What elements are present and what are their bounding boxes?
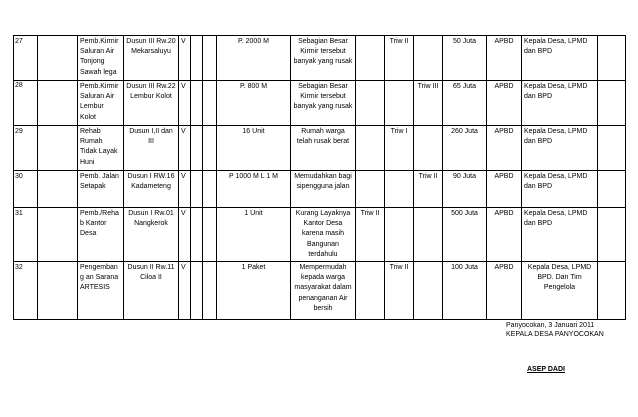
target-description: Sebagian Besar Kirmir tersebut banyak yang rusak xyxy=(291,81,356,126)
quarter-1 xyxy=(356,126,385,171)
blank-cell xyxy=(38,81,78,126)
implementer: Kepala Desa, LPMD dan BPD xyxy=(522,81,598,126)
quarter-2 xyxy=(385,81,414,126)
blank-cell xyxy=(191,81,203,126)
volume: 1 Paket xyxy=(217,262,291,320)
blank-cell xyxy=(598,36,626,81)
target-description: Kurang Layaknya Kantor Desa karena masih Bangunan terdahulu xyxy=(291,208,356,262)
quarter-2: Triw I xyxy=(385,126,414,171)
activity-name: Pemb. Jalan Setapak xyxy=(78,171,124,208)
signatory-position: KEPALA DESA PANYOCOKAN xyxy=(506,331,604,338)
quarter-2: Triw II xyxy=(385,262,414,320)
quarter-3 xyxy=(414,208,443,262)
blank-cell xyxy=(38,126,78,171)
budget: 500 Juta xyxy=(443,208,487,262)
budget: 100 Juta xyxy=(443,262,487,320)
implementer: Kepala Desa, LPMD dan BPD xyxy=(522,126,598,171)
table-row xyxy=(14,262,626,320)
target-description: Mempermudah kepada warga masyarakat dalam penanganan Air bersih xyxy=(291,262,356,320)
quarter-2 xyxy=(385,208,414,262)
table-row xyxy=(14,126,626,171)
funding-source: APBD xyxy=(487,171,522,208)
implementer: Kepala Desa, LPMD dan BPD xyxy=(522,171,598,208)
blank-cell xyxy=(191,171,203,208)
blank-cell xyxy=(598,171,626,208)
volume: P. 800 M xyxy=(217,81,291,126)
quarter-3 xyxy=(414,262,443,320)
funding-source: APBD xyxy=(487,81,522,126)
signatory-name: ASEP DADI xyxy=(527,366,565,373)
blank-cell xyxy=(203,208,217,262)
blank-cell xyxy=(598,126,626,171)
funding-source: APBD xyxy=(487,36,522,81)
budget: 50 Juta xyxy=(443,36,487,81)
activity-name: Pemb.Kirmir Saluran Air Lembur Kolot xyxy=(78,81,124,126)
blank-cell xyxy=(191,208,203,262)
blank-cell xyxy=(38,262,78,320)
row-number: 30 xyxy=(14,171,38,208)
quarter-2 xyxy=(385,171,414,208)
implementer: Kepala Desa, LPMD dan BPD xyxy=(522,36,598,81)
blank-cell xyxy=(598,262,626,320)
table-row xyxy=(14,171,626,208)
target-description: Memudahkan bagi sipengguna jalan xyxy=(291,171,356,208)
check-mark: V xyxy=(179,171,191,208)
implementer: Kepala Desa, LPMD dan BPD xyxy=(522,208,598,262)
blank-cell xyxy=(38,171,78,208)
blank-cell xyxy=(191,126,203,171)
blank-cell xyxy=(203,126,217,171)
activity-plan-table xyxy=(13,35,626,320)
quarter-3: Triw III xyxy=(414,81,443,126)
check-mark: V xyxy=(179,262,191,320)
quarter-1 xyxy=(356,171,385,208)
blank-cell xyxy=(203,171,217,208)
blank-cell xyxy=(598,81,626,126)
quarter-2: Triw II xyxy=(385,36,414,81)
budget: 65 Juta xyxy=(443,81,487,126)
check-mark: V xyxy=(179,126,191,171)
location: Dusun I,II dan III xyxy=(124,126,179,171)
activity-name: Pengembang an Sarana ARTESIS xyxy=(78,262,124,320)
location: Dusun III Rw.20 Mekarsaluyu xyxy=(124,36,179,81)
table-row xyxy=(14,81,626,126)
check-mark: V xyxy=(179,81,191,126)
location: Dusun III Rw.22 Lembur Kolot xyxy=(124,81,179,126)
quarter-3 xyxy=(414,126,443,171)
budget: 260 Juta xyxy=(443,126,487,171)
location: Dusun I RW.16 Kadameteng xyxy=(124,171,179,208)
budget: 90 Juta xyxy=(443,171,487,208)
quarter-1 xyxy=(356,81,385,126)
volume: P. 2000 M xyxy=(217,36,291,81)
activity-name: Pemb./Rehab Kantor Desa xyxy=(78,208,124,262)
location: Dusun II Rw.11 Ciloa II xyxy=(124,262,179,320)
volume: 1 Unit xyxy=(217,208,291,262)
quarter-3: Triw II xyxy=(414,171,443,208)
volume: P 1000 M L 1 M xyxy=(217,171,291,208)
implementer: Kepala Desa, LPMD BPD. Dan Tim Pengelola xyxy=(522,262,598,320)
blank-cell xyxy=(203,81,217,126)
row-number: 32 xyxy=(14,262,38,320)
volume: 16 Unit xyxy=(217,126,291,171)
quarter-3 xyxy=(414,36,443,81)
row-number: 28 xyxy=(14,81,38,126)
target-description: Rumah warga telah rusak berat xyxy=(291,126,356,171)
funding-source: APBD xyxy=(487,126,522,171)
row-number: 29 xyxy=(14,126,38,171)
row-number: 27 xyxy=(14,36,38,81)
check-mark: V xyxy=(179,36,191,81)
target-description: Sebagian Besar Kirmir tersebut banyak yang rusak xyxy=(291,36,356,81)
blank-cell xyxy=(203,36,217,81)
funding-source: APBD xyxy=(487,262,522,320)
funding-source: APBD xyxy=(487,208,522,262)
blank-cell xyxy=(38,208,78,262)
check-mark: V xyxy=(179,208,191,262)
blank-cell xyxy=(191,262,203,320)
blank-cell xyxy=(598,208,626,262)
activity-name: Pemb.Kirmir Saluran Air Tonjong Sawah lega xyxy=(78,36,124,81)
table-row xyxy=(14,36,626,81)
location: Dusun I Rw.01 Nangkerok xyxy=(124,208,179,262)
quarter-1 xyxy=(356,36,385,81)
blank-cell xyxy=(203,262,217,320)
blank-cell xyxy=(38,36,78,81)
activity-name: Rehab Rumah Tidak Layak Huni xyxy=(78,126,124,171)
table-body xyxy=(14,36,626,320)
quarter-1 xyxy=(356,262,385,320)
place-date: Panyocokan, 3 Januari 2011 xyxy=(506,322,595,329)
table-row xyxy=(14,208,626,262)
blank-cell xyxy=(191,36,203,81)
row-number: 31 xyxy=(14,208,38,262)
quarter-1: Triw II xyxy=(356,208,385,262)
